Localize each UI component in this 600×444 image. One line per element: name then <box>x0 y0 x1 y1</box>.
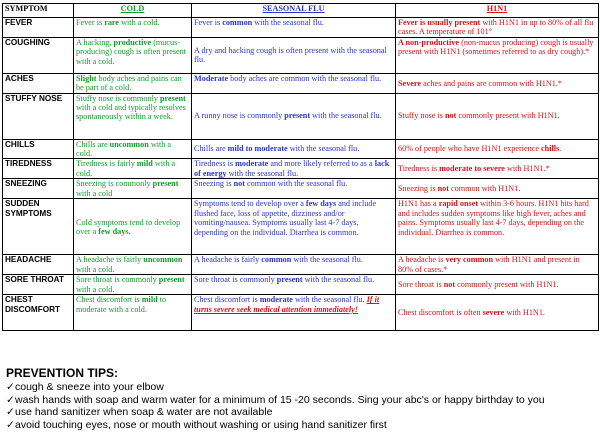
list-item: ✓avoid touching eyes, nose or mouth without washing or using hand sanitizer first <box>6 418 387 431</box>
cold-cell: Cold symptoms tend to develop over a few days. <box>74 199 192 255</box>
cold-cell: A headache is fairly uncommon with a cold. <box>74 255 192 275</box>
table-row <box>3 73 599 93</box>
table-row <box>3 159 599 179</box>
symptom-cell: STUFFY NOSE <box>3 93 74 139</box>
cold-cell: Slight body aches and pains can be part of a cold. <box>74 73 192 93</box>
table-row <box>3 37 599 73</box>
cold-cell: Sore throat is commonly present with a cold. <box>74 275 192 295</box>
cold-cell: Sneezing is commonly present with a cold <box>74 179 192 199</box>
flu-cell: Chills are mild to moderate with the seasonal flu. <box>192 139 396 159</box>
flu-cell: A runny nose is commonly present with the seasonal flu. <box>192 93 396 139</box>
header-row <box>3 4 599 18</box>
symptom-cell: FEVER <box>3 18 74 38</box>
list-item: ✓cough & sneeze into your elbow <box>6 381 164 393</box>
prevention-title: PREVENTION TIPS: <box>6 366 119 380</box>
h1n1-cell: Severe aches and pains are common with H1N1.* <box>396 73 599 93</box>
symptom-cell: CHEST DISCOMFORT <box>3 295 74 331</box>
h1n1-cell: Sore throat is not commonly present with H1N1. <box>396 275 599 295</box>
table-row <box>3 179 599 199</box>
cold-cell: Fever is rare with a cold. <box>74 18 192 38</box>
symptom-cell: SORE THROAT <box>3 275 74 295</box>
h1n1-cell: Chest discomfort is often severe with H1N1. <box>396 295 599 331</box>
checkmark-icon: ✓ <box>6 393 15 406</box>
cold-cell: Chills are uncommon with a cold. <box>74 139 192 159</box>
medical-attention-warning: If it turns severe seek medical attention immediately! <box>194 295 380 314</box>
symptom-cell: CHILLS <box>3 139 74 159</box>
checkmark-icon: ✓ <box>6 418 15 431</box>
symptom-cell: SNEEZING <box>3 179 74 199</box>
header-h1n1: H1N1 <box>396 4 599 18</box>
flu-cell: Symptoms tend to develop over a few days and include flushed face, loss of appetite, dizziness and/or vomiting/nausea. Symptoms usually last 4-7 days, depending on the individual. Diarrhea is common. <box>192 199 396 255</box>
flu-cell: A headache is fairly common with the seasonal flu. <box>192 255 396 275</box>
cold-cell: Stuffy nose is commonly present with a cold and typically resolves spontaneously within a week. <box>74 93 192 139</box>
symptom-cell: SUDDEN SYMPTOMS <box>3 199 74 255</box>
table-row <box>3 295 599 331</box>
cold-cell: Tiredness is fairly mild with a cold. <box>74 159 192 179</box>
cold-cell: Chest discomfort is mild to moderate with a cold. <box>74 295 192 331</box>
table-row <box>3 18 599 38</box>
flu-cell: A dry and hacking cough is often present with the seasonal flu. <box>192 37 396 73</box>
symptom-comparison-table <box>2 3 599 331</box>
table-row <box>3 275 599 295</box>
flu-cell: Chest discomfort is moderate with the seasonal flu. If it turns severe seek medical attention immediately! <box>192 295 396 331</box>
flu-cell: Sneezing is not common with the seasonal flu. <box>192 179 396 199</box>
flu-cell: Tiredness is moderate and more likely referred to as a lack of energy with the seasonal flu. <box>192 159 396 179</box>
header-seasonal-flu: SEASONAL FLU <box>192 4 396 18</box>
header-symptom: SYMPTOM <box>3 4 74 18</box>
prevention-tips <box>6 366 596 431</box>
table-row <box>3 199 599 255</box>
h1n1-cell: H1N1 has a rapid onset within 3-6 hours. H1N1 hits hard and includes sudden symptoms like high fever, aches and pains. Symptoms usually last 4-7 days, depending on the individual. Diarrhea is common. <box>396 199 599 255</box>
cold-cell: A hacking, productive (mucus-producing) cough is often present with a cold. <box>74 37 192 73</box>
symptom-cell: COUGHING <box>3 37 74 73</box>
symptom-cell: ACHES <box>3 73 74 93</box>
h1n1-cell: Tiredness is moderate to severe with H1N1.* <box>396 159 599 179</box>
h1n1-cell: 60% of people who have H1N1 experience chills. <box>396 139 599 159</box>
list-item: ✓wash hands with soap and warm water for a minimum of 15 -20 seconds. Sing your abc's or happy birthday to you <box>6 393 545 406</box>
header-cold: COLD <box>74 4 192 18</box>
flu-cell: Fever is common with the seasonal flu. <box>192 18 396 38</box>
table-row <box>3 93 599 139</box>
checkmark-icon: ✓ <box>6 381 15 393</box>
table-row <box>3 139 599 159</box>
symptom-cell: TIREDNESS <box>3 159 74 179</box>
h1n1-cell: Stuffy nose is not commonly present with H1N1. <box>396 93 599 139</box>
h1n1-cell: Sneezing is not common with H1N1. <box>396 179 599 199</box>
flu-cell: Moderate body aches are common with the seasonal flu. <box>192 73 396 93</box>
checkmark-icon: ✓ <box>6 406 15 419</box>
h1n1-cell: A headache is very common with H1N1 and present in 80% of cases.* <box>396 255 599 275</box>
table-row <box>3 255 599 275</box>
h1n1-cell: Fever is usually present with H1N1 in up to 80% of all flu cases. A temperature of 101° <box>396 18 599 38</box>
flu-cell: Sore throat is commonly present with the seasonal flu. <box>192 275 396 295</box>
h1n1-cell: A non-productive (non-mucus producing) cough is usually present with H1N1 (sometimes referred to as dry cough).* <box>396 37 599 73</box>
list-item: ✓use hand sanitizer when soap & water are not available <box>6 406 273 419</box>
symptom-cell: HEADACHE <box>3 255 74 275</box>
